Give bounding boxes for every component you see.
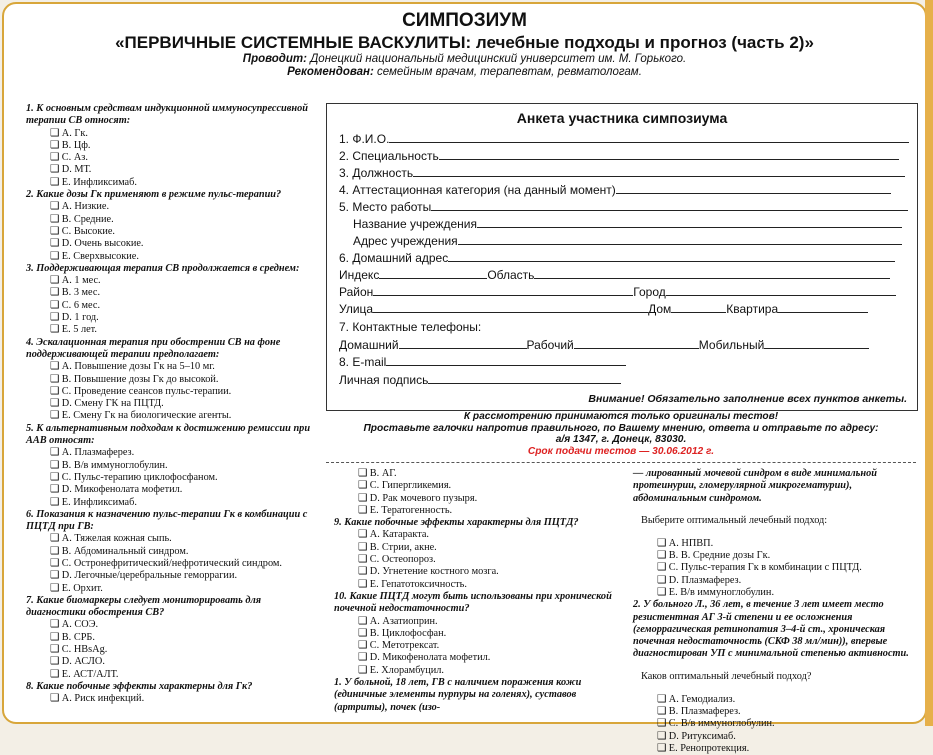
- field-label: Город: [633, 285, 666, 299]
- answer-option[interactable]: ❑ А. Низкие.: [50, 201, 110, 213]
- field-label: 8. E-mail: [339, 355, 387, 369]
- answer-option[interactable]: ❑ E. Тератогенность.: [358, 504, 453, 516]
- case-text: 2. У больного Л., 36 лет, в течение 3 лет имеет место резистентная АГ 3-й степени и ее осложнения (геморрагическая ретинопатия 3–4-й ст., хроническая почечная недостаточность (СКФ 38 мл/мин)), впервые диагностирован УП с минимальной степенью активности.: [633, 599, 909, 660]
- answer-option[interactable]: ❑ E. Орхит.: [50, 582, 103, 594]
- answer-option[interactable]: ❑ E. Инфликсимаб.: [50, 496, 137, 508]
- answer-option[interactable]: ❑ А. Тяжелая кожная сыпь.: [50, 533, 172, 545]
- field-home-address[interactable]: [339, 250, 895, 265]
- field-label: Личная подпись: [339, 373, 429, 387]
- field-label: Район: [339, 285, 374, 299]
- conducted-value: Донецкий национальный медицинский университет им. М. Горького.: [307, 53, 687, 65]
- answer-option[interactable]: ❑ E. Хлорамбуцил.: [358, 664, 444, 676]
- answer-option[interactable]: ❑ D. Плазмаферез.: [657, 574, 742, 586]
- form-warning: Внимание! Обязательно заполнение всех пунктов анкеты.: [588, 393, 907, 405]
- answer-option[interactable]: ❑ E. Инфликсимаб.: [50, 176, 137, 188]
- field-position[interactable]: [339, 165, 905, 180]
- field-label: 2. Специальность: [339, 149, 439, 163]
- field-institution-address[interactable]: [353, 233, 902, 248]
- question-text: 7. Какие биомаркеры следует мониторировать для диагностики обострения СВ?: [26, 594, 262, 619]
- answer-option[interactable]: ❑ D. Рак мочевого пузыря.: [358, 492, 478, 504]
- answer-option[interactable]: ❑ E. 5 лет.: [50, 324, 97, 336]
- deadline: Срок подачи тестов — 30.06.2012 г.: [527, 445, 715, 457]
- field-label: Индекс: [339, 268, 380, 282]
- field-institution-name[interactable]: [353, 216, 902, 231]
- answer-option[interactable]: ❑ C. Проведение сеансов пульс-терапии.: [50, 385, 232, 397]
- answer-option[interactable]: ❑ E. Гепатотоксичность.: [358, 578, 467, 590]
- answer-option[interactable]: ❑ D. Смену ГК на ПЦТД.: [50, 398, 164, 410]
- symposium-subtitle: «ПЕРВИЧНЫЕ СИСТЕМНЫЕ ВАСКУЛИТЫ: лечебные подходы и прогноз (часть 2)»: [115, 33, 814, 52]
- answer-option[interactable]: ❑ D. 1 год.: [50, 312, 99, 324]
- answer-option[interactable]: ❑ B. Средние.: [50, 213, 114, 225]
- answer-option[interactable]: ❑ C. Остеопороз.: [358, 554, 436, 566]
- symposium-title: СИМПОЗИУМ: [402, 10, 527, 31]
- answer-option[interactable]: ❑ А. Гк.: [50, 127, 88, 139]
- answer-option[interactable]: ❑ C. Пульс-терапия Гк в комбинации с ПЦТД.: [657, 562, 862, 574]
- field-label: 6. Домашний адрес: [339, 251, 449, 265]
- questions-column-2: [322, 468, 614, 714]
- questions-column-1: [14, 103, 312, 706]
- recommended-for: [4, 66, 925, 79]
- header: [4, 10, 925, 79]
- answer-option[interactable]: ❑ E. Смену Гк на биологические агенты.: [50, 410, 232, 422]
- answer-option[interactable]: ❑ C. Метотрексат.: [358, 640, 440, 652]
- field-label: Квартира: [726, 302, 779, 316]
- question-text: 2. Какие дозы Гк применяют в режиме пульс-терапии?: [26, 189, 282, 201]
- conducted-label: Проводит:: [242, 53, 307, 65]
- field-workplace[interactable]: [339, 199, 908, 214]
- question-text: 9. Какие побочные эффекты характерны для ПЦТД?: [334, 517, 579, 529]
- question-text: 4. Эскалационная терапия при обострении СВ на фоне поддерживающей терапии предполагает:: [26, 336, 281, 360]
- answer-option[interactable]: ❑ D. МТ.: [50, 164, 92, 176]
- field-phones-label: 7. Контактные телефоны:: [339, 320, 482, 334]
- question-text: 3. Поддерживающая терапия СВ продолжается в среднем:: [26, 262, 300, 274]
- answer-option[interactable]: ❑ D. Микофенолата мофетил.: [50, 484, 183, 496]
- answer-option[interactable]: ❑ E. В/в иммуноглобулин.: [657, 586, 775, 598]
- answer-option[interactable]: ❑ B. В. Средние дозы Гк.: [657, 550, 771, 562]
- question-text: 6. Показания к назначению пульс-терапии Гк в комбинации с ПЦТД при ГВ:: [26, 508, 308, 533]
- field-phones[interactable]: [339, 337, 869, 352]
- answer-option[interactable]: ❑ C. Аз.: [50, 152, 88, 164]
- answer-option[interactable]: ❑ C. Гипергликемия.: [358, 480, 452, 492]
- question-text: 8. Какие побочные эффекты характерны для Гк?: [26, 680, 253, 692]
- answer-option[interactable]: ❑ А. 1 мес.: [50, 275, 101, 287]
- answer-option[interactable]: ❑ А. Риск инфекций.: [50, 693, 145, 705]
- case-text: — лированный мочевой синдром в виде минимальной протеинурии, гломерулярной микрогематурии), абдоминальным синдромом.: [633, 468, 877, 504]
- field-district-city[interactable]: [339, 284, 896, 299]
- answer-option[interactable]: ❑ C. Высокие.: [50, 225, 115, 237]
- field-label: 3. Должность: [339, 166, 414, 180]
- answer-option[interactable]: ❑ C. Пульс-терапию циклофосфаном.: [50, 471, 218, 483]
- answer-option[interactable]: ❑ C. HBsAg.: [50, 644, 108, 656]
- answer-option[interactable]: ❑ А. СОЭ.: [50, 619, 99, 631]
- answer-option[interactable]: ❑ А. Повышение дозы Гк на 5–10 мг.: [50, 361, 215, 373]
- answer-option[interactable]: ❑ B. СРБ.: [50, 631, 95, 643]
- edge-strip: [925, 0, 933, 726]
- question-text: 5. К альтернативным подходам к достижению ремиссии при ААВ относят:: [26, 422, 311, 447]
- notice-line-1: К рассмотрению принимаются только оригиналы тестов!: [463, 411, 779, 422]
- answer-option[interactable]: ❑ B. Циклофосфан.: [358, 627, 447, 639]
- answer-option[interactable]: ❑ C. В/в иммуноглобулин.: [657, 718, 775, 730]
- answer-option[interactable]: ❑ D. Легочные/церебральные геморрагии.: [50, 570, 238, 582]
- answer-option[interactable]: ❑ C. 6 мес.: [50, 299, 101, 311]
- form-title: Анкета участника симпозиума: [516, 110, 728, 126]
- answer-option[interactable]: ❑ А. Гемодиализ.: [657, 693, 736, 705]
- answer-option[interactable]: ❑ E. Ренопротекция.: [657, 742, 750, 754]
- field-label: Область: [487, 268, 535, 282]
- answer-option[interactable]: ❑ B. Цф.: [50, 139, 91, 151]
- field-label: Дом: [648, 302, 672, 316]
- divider: [326, 462, 916, 463]
- answer-option[interactable]: ❑ D. АСЛО.: [50, 656, 105, 668]
- field-index-region[interactable]: [339, 267, 890, 282]
- answer-option[interactable]: ❑ D. Ритуксимаб.: [657, 730, 736, 742]
- notice-line-2: Проставьте галочки напротив правильного, по Вашему мнению, ответа и отправьте по адресу:: [363, 422, 879, 434]
- answer-option[interactable]: ❑ А. Плазмаферез.: [50, 447, 135, 459]
- answer-option[interactable]: ❑ D. Угнетение костного мозга.: [358, 566, 499, 578]
- answer-option[interactable]: ❑ B. Стрии, акне.: [358, 541, 437, 553]
- field-label: Адрес учреждения: [353, 234, 458, 248]
- answer-option[interactable]: ❑ B. АГ.: [358, 468, 397, 479]
- answer-option[interactable]: ❑ А. НПВП.: [657, 537, 714, 549]
- participant-form: [326, 103, 918, 411]
- field-label: 5. Место работы: [339, 200, 432, 214]
- field-signature[interactable]: [339, 372, 621, 387]
- field-label: Рабочий: [526, 338, 574, 352]
- recommended-label: Рекомендован:: [287, 66, 374, 78]
- field-label: Мобильный: [698, 338, 765, 352]
- field-specialty[interactable]: [339, 148, 899, 163]
- conducted-by: [4, 53, 925, 66]
- case-text: 1. У больной, 18 лет, ГВ с наличием поражения кожи (единичные элементы пурпуры на голенях), суставов (артриты), почек (изо-: [334, 677, 582, 713]
- field-street-house-apt[interactable]: [339, 301, 868, 316]
- answer-option[interactable]: ❑ B. Абдоминальный синдром.: [50, 545, 189, 557]
- field-category[interactable]: [339, 182, 891, 197]
- field-fio[interactable]: [339, 131, 909, 146]
- field-label: Домашний: [339, 338, 399, 352]
- answer-option[interactable]: ❑ E. АСТ/АЛТ.: [50, 668, 119, 680]
- notice-address: а/я 1347, г. Донецк, 83030.: [555, 434, 687, 446]
- question-text: 1. К основным средствам индукционной иммуносупрессивной терапии СВ относят:: [26, 103, 308, 127]
- answer-option[interactable]: ❑ B. В/в иммуноглобулин.: [50, 459, 168, 471]
- field-label: Улица: [339, 302, 374, 316]
- answer-option[interactable]: ❑ E. Сверхвысокие.: [50, 250, 139, 262]
- answer-option[interactable]: ❑ B. Повышение дозы Гк до высокой.: [50, 373, 219, 385]
- field-email[interactable]: [339, 354, 626, 369]
- answer-option[interactable]: ❑ C. Остронефритический/нефротический синдром.: [50, 557, 283, 569]
- recommended-value: семейным врачам, терапевтам, ревматологам.: [373, 66, 642, 78]
- question-text: 10. Какие ПЦТД могут быть использованы при хронической почечной недостаточности?: [334, 590, 612, 615]
- answer-option[interactable]: ❑ B. 3 мес.: [50, 287, 101, 299]
- answer-option[interactable]: ❑ D. Микофенолата мофетил.: [358, 652, 491, 664]
- question-prompt: Выберите оптимальный лечебный подход:: [641, 515, 828, 527]
- question-prompt: Каков оптимальный лечебный подход?: [641, 671, 812, 683]
- answer-option[interactable]: ❑ А. Азатиоприн.: [358, 615, 438, 627]
- field-label: Название учреждения: [353, 217, 477, 231]
- answer-option[interactable]: ❑ А. Катаракта.: [358, 529, 429, 541]
- submission-notice: [326, 411, 916, 457]
- field-label: 4. Аттестационная категория (на данный момент): [339, 183, 616, 197]
- page-frame: [2, 2, 927, 754]
- answer-option[interactable]: ❑ B. Плазмаферез.: [657, 705, 741, 717]
- questions-column-3: [621, 468, 917, 755]
- field-label: 1. Ф.И.О.: [339, 132, 390, 146]
- answer-option[interactable]: ❑ D. Очень высокие.: [50, 238, 144, 250]
